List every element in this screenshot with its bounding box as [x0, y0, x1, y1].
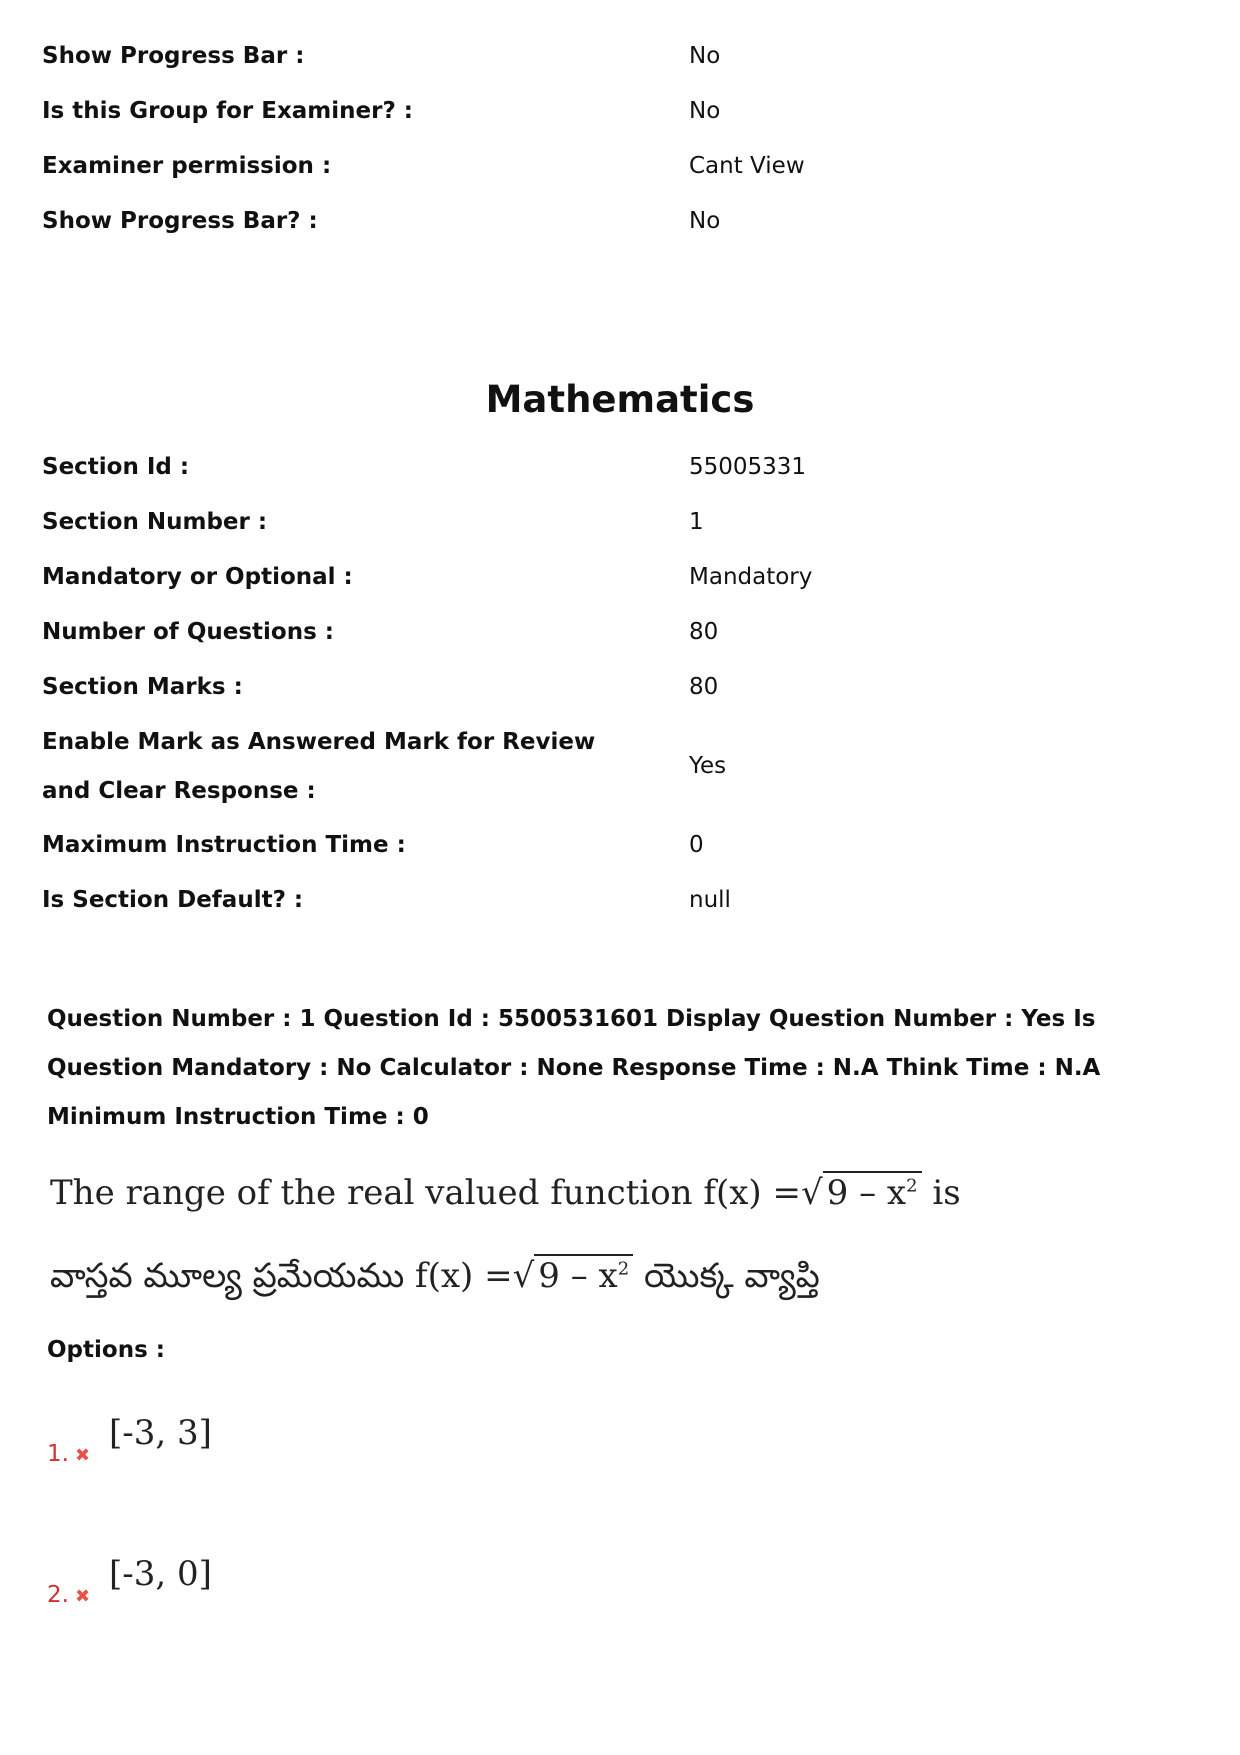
- setting-value: No: [689, 43, 721, 69]
- setting-label: Is this Group for Examiner? :: [42, 98, 414, 124]
- field-value: 55005331: [689, 454, 807, 480]
- field-label: Number of Questions :: [42, 619, 334, 645]
- option-item[interactable]: [47, 1554, 212, 1608]
- setting-value: Cant View: [689, 153, 805, 179]
- field-value: Yes: [689, 753, 727, 779]
- options-label: Options :: [47, 1337, 165, 1363]
- question-text-english: [50, 1173, 961, 1213]
- cross-icon: ✖: [75, 1586, 91, 1607]
- field-label: Section Marks :: [42, 674, 243, 700]
- exponent: 2: [906, 1175, 918, 1197]
- setting-label: Examiner permission :: [42, 153, 332, 179]
- option-text: [-3, 0]: [109, 1554, 212, 1594]
- field-value: 1: [689, 509, 704, 535]
- question-telugu-suffix: యొక్క వ్యాప్తి: [643, 1256, 820, 1296]
- sqrt-content: 9 – x: [538, 1256, 618, 1296]
- sqrt-expression: √ $9 - x^2$: [513, 1256, 634, 1296]
- field-value: null: [689, 887, 731, 913]
- field-value: 80: [689, 674, 719, 700]
- field-label: Enable Mark as Answered Mark for Review and Clear Response :: [42, 729, 596, 804]
- question-meta: Question Number : 1 Question Id : 5500531601 Display Question Number : Yes Is Question Mandatory : No Calculator : None Response Time : N.A Think Time : N.A Minimum Instruction Time : 0: [47, 1006, 1101, 1130]
- cross-icon: ✖: [75, 1445, 91, 1466]
- option-text: [-3, 3]: [109, 1413, 212, 1453]
- question-telugu-prefix: వాస్తవ మూల్య ప్రమేయము f(x) =: [50, 1256, 513, 1296]
- field-value: Mandatory: [689, 564, 813, 590]
- field-value: 0: [689, 832, 704, 858]
- option-number: 1.: [47, 1441, 69, 1467]
- field-label: Section Number :: [42, 509, 268, 535]
- setting-label: Show Progress Bar? :: [42, 208, 318, 234]
- exponent: 2: [617, 1258, 630, 1280]
- question-english-prefix: The range of the real valued function f(x) =: [50, 1173, 801, 1213]
- sqrt-content: 9 – x: [826, 1173, 907, 1213]
- field-label: Maximum Instruction Time :: [42, 832, 406, 858]
- field-label: Is Section Default? :: [42, 887, 304, 913]
- field-value: 80: [689, 619, 719, 645]
- sqrt-expression: √ $9 - x^2$: [801, 1173, 922, 1213]
- question-text-telugu: [50, 1256, 820, 1304]
- option-item[interactable]: [47, 1413, 212, 1467]
- setting-value: No: [689, 208, 721, 234]
- setting-value: No: [689, 98, 721, 124]
- option-number: 2.: [47, 1582, 69, 1608]
- setting-label: Show Progress Bar :: [42, 43, 305, 69]
- section-title: Mathematics: [485, 378, 755, 421]
- field-label: Mandatory or Optional :: [42, 564, 353, 590]
- question-english-suffix: is: [932, 1173, 961, 1213]
- field-label: Section Id :: [42, 454, 190, 480]
